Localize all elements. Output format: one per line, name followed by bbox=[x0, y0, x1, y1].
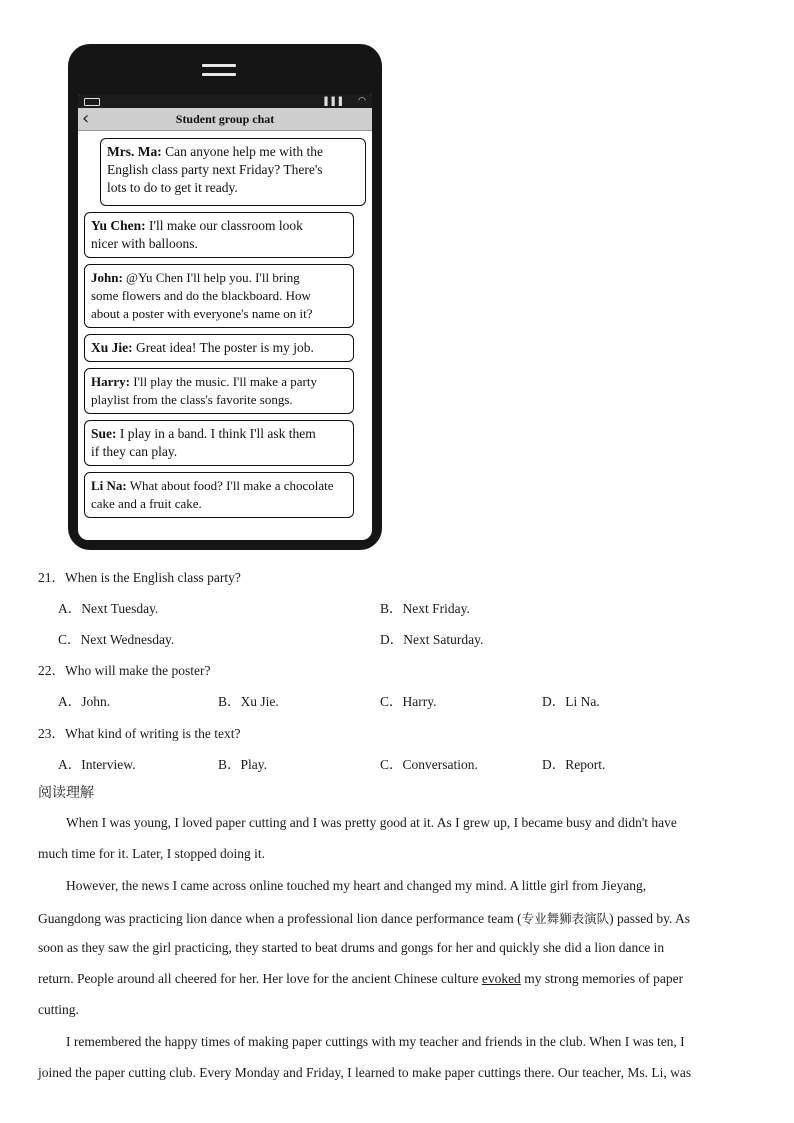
chat-message-mrs-ma: Mrs. Ma: Can anyone help me with the English class party next Friday? There's lots to do to get it ready. bbox=[100, 138, 366, 206]
question-21-option-d: D．Next Saturday. bbox=[380, 632, 484, 647]
chat-message-yu-chen: Yu Chen: I'll make our classroom look nicer with balloons. bbox=[84, 212, 354, 258]
chat-message-li-na: Li Na: What about food? I'll make a chocolate cake and a fruit cake. bbox=[84, 472, 354, 518]
question-21: 21．When is the English class party? bbox=[38, 570, 241, 585]
question-23-option-a: A．Interview. bbox=[58, 757, 136, 772]
section-title: 阅读理解 bbox=[38, 785, 94, 801]
passage-line: joined the paper cutting club. Every Monday and Friday, I learned to make paper cuttings there. Our teacher, Ms. Li, was bbox=[38, 1065, 692, 1080]
signal-icon: ▌▌▌ bbox=[324, 97, 346, 106]
question-21-option-b: B．Next Friday. bbox=[380, 601, 470, 616]
passage-line: much time for it. Later, I stopped doing it. bbox=[38, 846, 266, 861]
phone-screen bbox=[78, 94, 372, 540]
question-22-option-c: C．Harry. bbox=[380, 694, 437, 709]
underlined-word: evoked bbox=[481, 971, 521, 986]
question-22: 22．Who will make the poster? bbox=[38, 663, 211, 678]
wifi-icon: ◠ bbox=[358, 96, 366, 106]
passage-line: return. People around all cheered for her. Her love for the ancient Chinese culture evoked my strong memories of paper bbox=[38, 971, 684, 986]
question-21-option-a: A．Next Tuesday. bbox=[58, 601, 159, 616]
menu-icon bbox=[202, 64, 236, 82]
chat-header bbox=[78, 108, 372, 131]
passage-line: I remembered the happy times of making paper cuttings with my teacher and friends in the club. When I was ten, I bbox=[66, 1034, 685, 1049]
back-arrow-icon: ‹ bbox=[82, 108, 90, 129]
passage-line: cutting. bbox=[38, 1002, 79, 1017]
question-23-option-b: B．Play. bbox=[218, 757, 268, 772]
question-23-option-c: C．Conversation. bbox=[380, 757, 478, 772]
passage-line: When I was young, I loved paper cutting and I was pretty good at it. As I grew up, I became busy and didn't have bbox=[66, 815, 677, 830]
chat-message-harry: Harry: I'll play the music. I'll make a party playlist from the class's favorite songs. bbox=[84, 368, 354, 414]
chat-title: Student group chat bbox=[175, 112, 275, 126]
question-23: 23．What kind of writing is the text? bbox=[38, 726, 241, 741]
passage-line: soon as they saw the girl practicing, they started to beat drums and gongs for her and quickly she did a lion dance in bbox=[38, 940, 665, 955]
question-22-option-d: D．Li Na. bbox=[542, 694, 600, 709]
battery-icon bbox=[84, 98, 100, 106]
phone-illustration bbox=[68, 44, 382, 550]
passage-line: Guangdong was practicing lion dance when a professional lion dance performance team (专业舞狮表演队) passed by. As bbox=[38, 911, 690, 926]
chat-message-xu-jie: Xu Jie: Great idea! The poster is my job. bbox=[84, 334, 354, 362]
question-22-option-a: A．John. bbox=[58, 694, 111, 709]
question-23-option-d: D．Report. bbox=[542, 757, 606, 772]
passage-line: However, the news I came across online touched my heart and changed my mind. A little girl from Jieyang, bbox=[66, 878, 647, 893]
question-22-option-b: B．Xu Jie. bbox=[218, 694, 279, 709]
status-bar bbox=[78, 94, 372, 108]
question-21-option-c: C．Next Wednesday. bbox=[58, 632, 175, 647]
chat-message-sue: Sue: I play in a band. I think I'll ask them if they can play. bbox=[84, 420, 354, 466]
chat-message-john: John: @Yu Chen I'll help you. I'll bring some flowers and do the blackboard. How about a poster with everyone's name on it? bbox=[84, 264, 354, 328]
